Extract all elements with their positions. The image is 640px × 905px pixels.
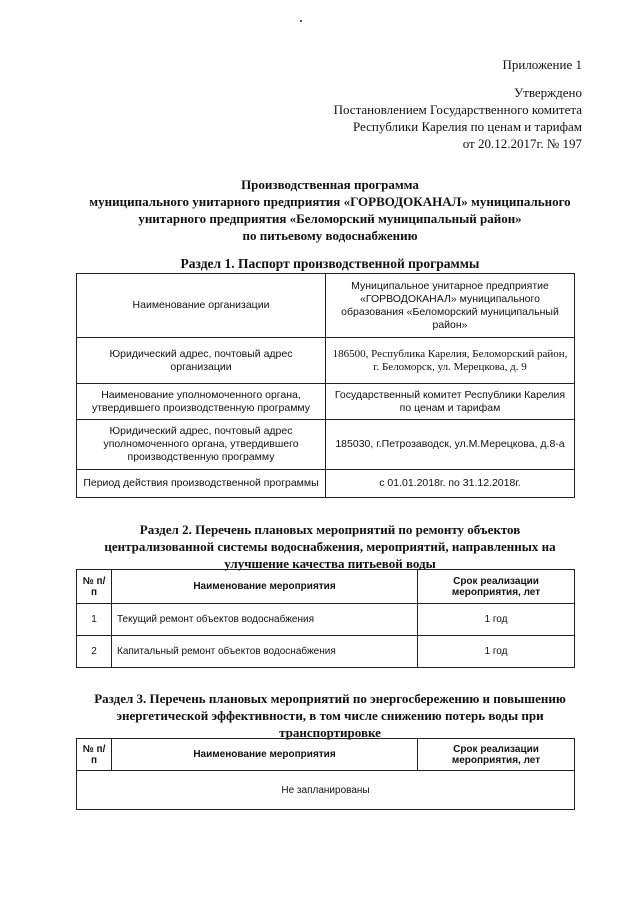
repair-table (76, 569, 575, 668)
table-row (77, 384, 575, 420)
cell-name: Капитальный ремонт объектов водоснабжения (112, 636, 418, 668)
cell-term: 1 год (418, 636, 575, 668)
table-cell-label: Юридический адрес, почтовый адрес уполномоченного органа, утвердившего производственную программу (77, 420, 326, 470)
approval-block (334, 84, 582, 152)
heading-line: транспортировке (279, 725, 381, 740)
table-header-row (77, 739, 575, 771)
cell-num: 1 (77, 604, 112, 636)
header-term: Срок реализации мероприятия, лет (418, 739, 575, 771)
header-term: Срок реализации мероприятия, лет (418, 570, 575, 604)
appendix-label: Приложение 1 (502, 57, 582, 72)
table-header-row (77, 570, 575, 604)
heading-line: улучшение качества питьевой воды (224, 556, 436, 571)
approval-line: Постановлением Государственного комитета (333, 102, 582, 117)
title-line: Производственная программа (241, 177, 419, 192)
table-row (77, 470, 575, 498)
energy-table (76, 738, 575, 810)
table-cell-label: Наименование организации (77, 274, 326, 338)
header-name: Наименование мероприятия (112, 570, 418, 604)
empty-cell: Не запланированы (77, 771, 575, 810)
section3-heading (60, 690, 600, 741)
heading-line: Раздел 2. Перечень плановых мероприятий по ремонту объектов (139, 522, 521, 537)
table-cell-label: Период действия производственной программы (77, 470, 326, 498)
table-cell-label: Юридический адрес, почтовый адрес организации (77, 338, 326, 384)
title-line: муниципального унитарного предприятия «ГОРВОДОКАНАЛ» муниципального (89, 194, 571, 209)
section1-heading: Раздел 1. Паспорт производственной программы (180, 256, 480, 271)
cell-term: 1 год (418, 604, 575, 636)
table-row (77, 274, 575, 338)
section2-heading (60, 521, 600, 572)
header-name: Наименование мероприятия (112, 739, 418, 771)
passport-table (76, 273, 575, 498)
table-cell-value: с 01.01.2018г. по 31.12.2018г. (326, 470, 575, 498)
table-cell-value: Государственный комитет Республики Карелия по ценам и тарифам (326, 384, 575, 420)
approval-line: Утверждено (513, 85, 582, 100)
approval-line: от 20.12.2017г. № 197 (462, 136, 582, 151)
table-row (77, 338, 575, 384)
cell-num: 2 (77, 636, 112, 668)
cell-name: Текущий ремонт объектов водоснабжения (112, 604, 418, 636)
table-cell-value: Муниципальное унитарное предприятие «ГОРВОДОКАНАЛ» муниципального образования «Беломорский муниципальный район» (326, 274, 575, 338)
table-cell-label: Наименование уполномоченного органа, утвердившего производственную программу (77, 384, 326, 420)
table-row (77, 420, 575, 470)
table-row (77, 604, 575, 636)
scan-dot (300, 20, 302, 22)
heading-line: энергетической эффективности, в том числе снижению потерь воды при (116, 708, 544, 723)
heading-line: Раздел 3. Перечень плановых мероприятий по энергосбережению и повышению (94, 691, 566, 706)
table-cell-value: 186500, Республика Карелия, Беломорский район, г. Беломорск, ул. Мерецкова, д. 9 (326, 338, 575, 384)
header-num: № п/п (77, 739, 112, 771)
table-cell-value: 185030, г.Петрозаводск, ул.М.Мерецкова, д.8-а (326, 420, 575, 470)
title-line: унитарного предприятия «Беломорский муниципальный район» (138, 211, 522, 226)
document-title (60, 176, 600, 244)
heading-line: централизованной системы водоснабжения, мероприятий, направленных на (104, 539, 556, 554)
header-num: № п/п (77, 570, 112, 604)
table-row (77, 771, 575, 810)
title-line: по питьевому водоснабжению (242, 228, 418, 243)
approval-line: Республики Карелия по ценам и тарифам (352, 119, 582, 134)
table-row (77, 636, 575, 668)
